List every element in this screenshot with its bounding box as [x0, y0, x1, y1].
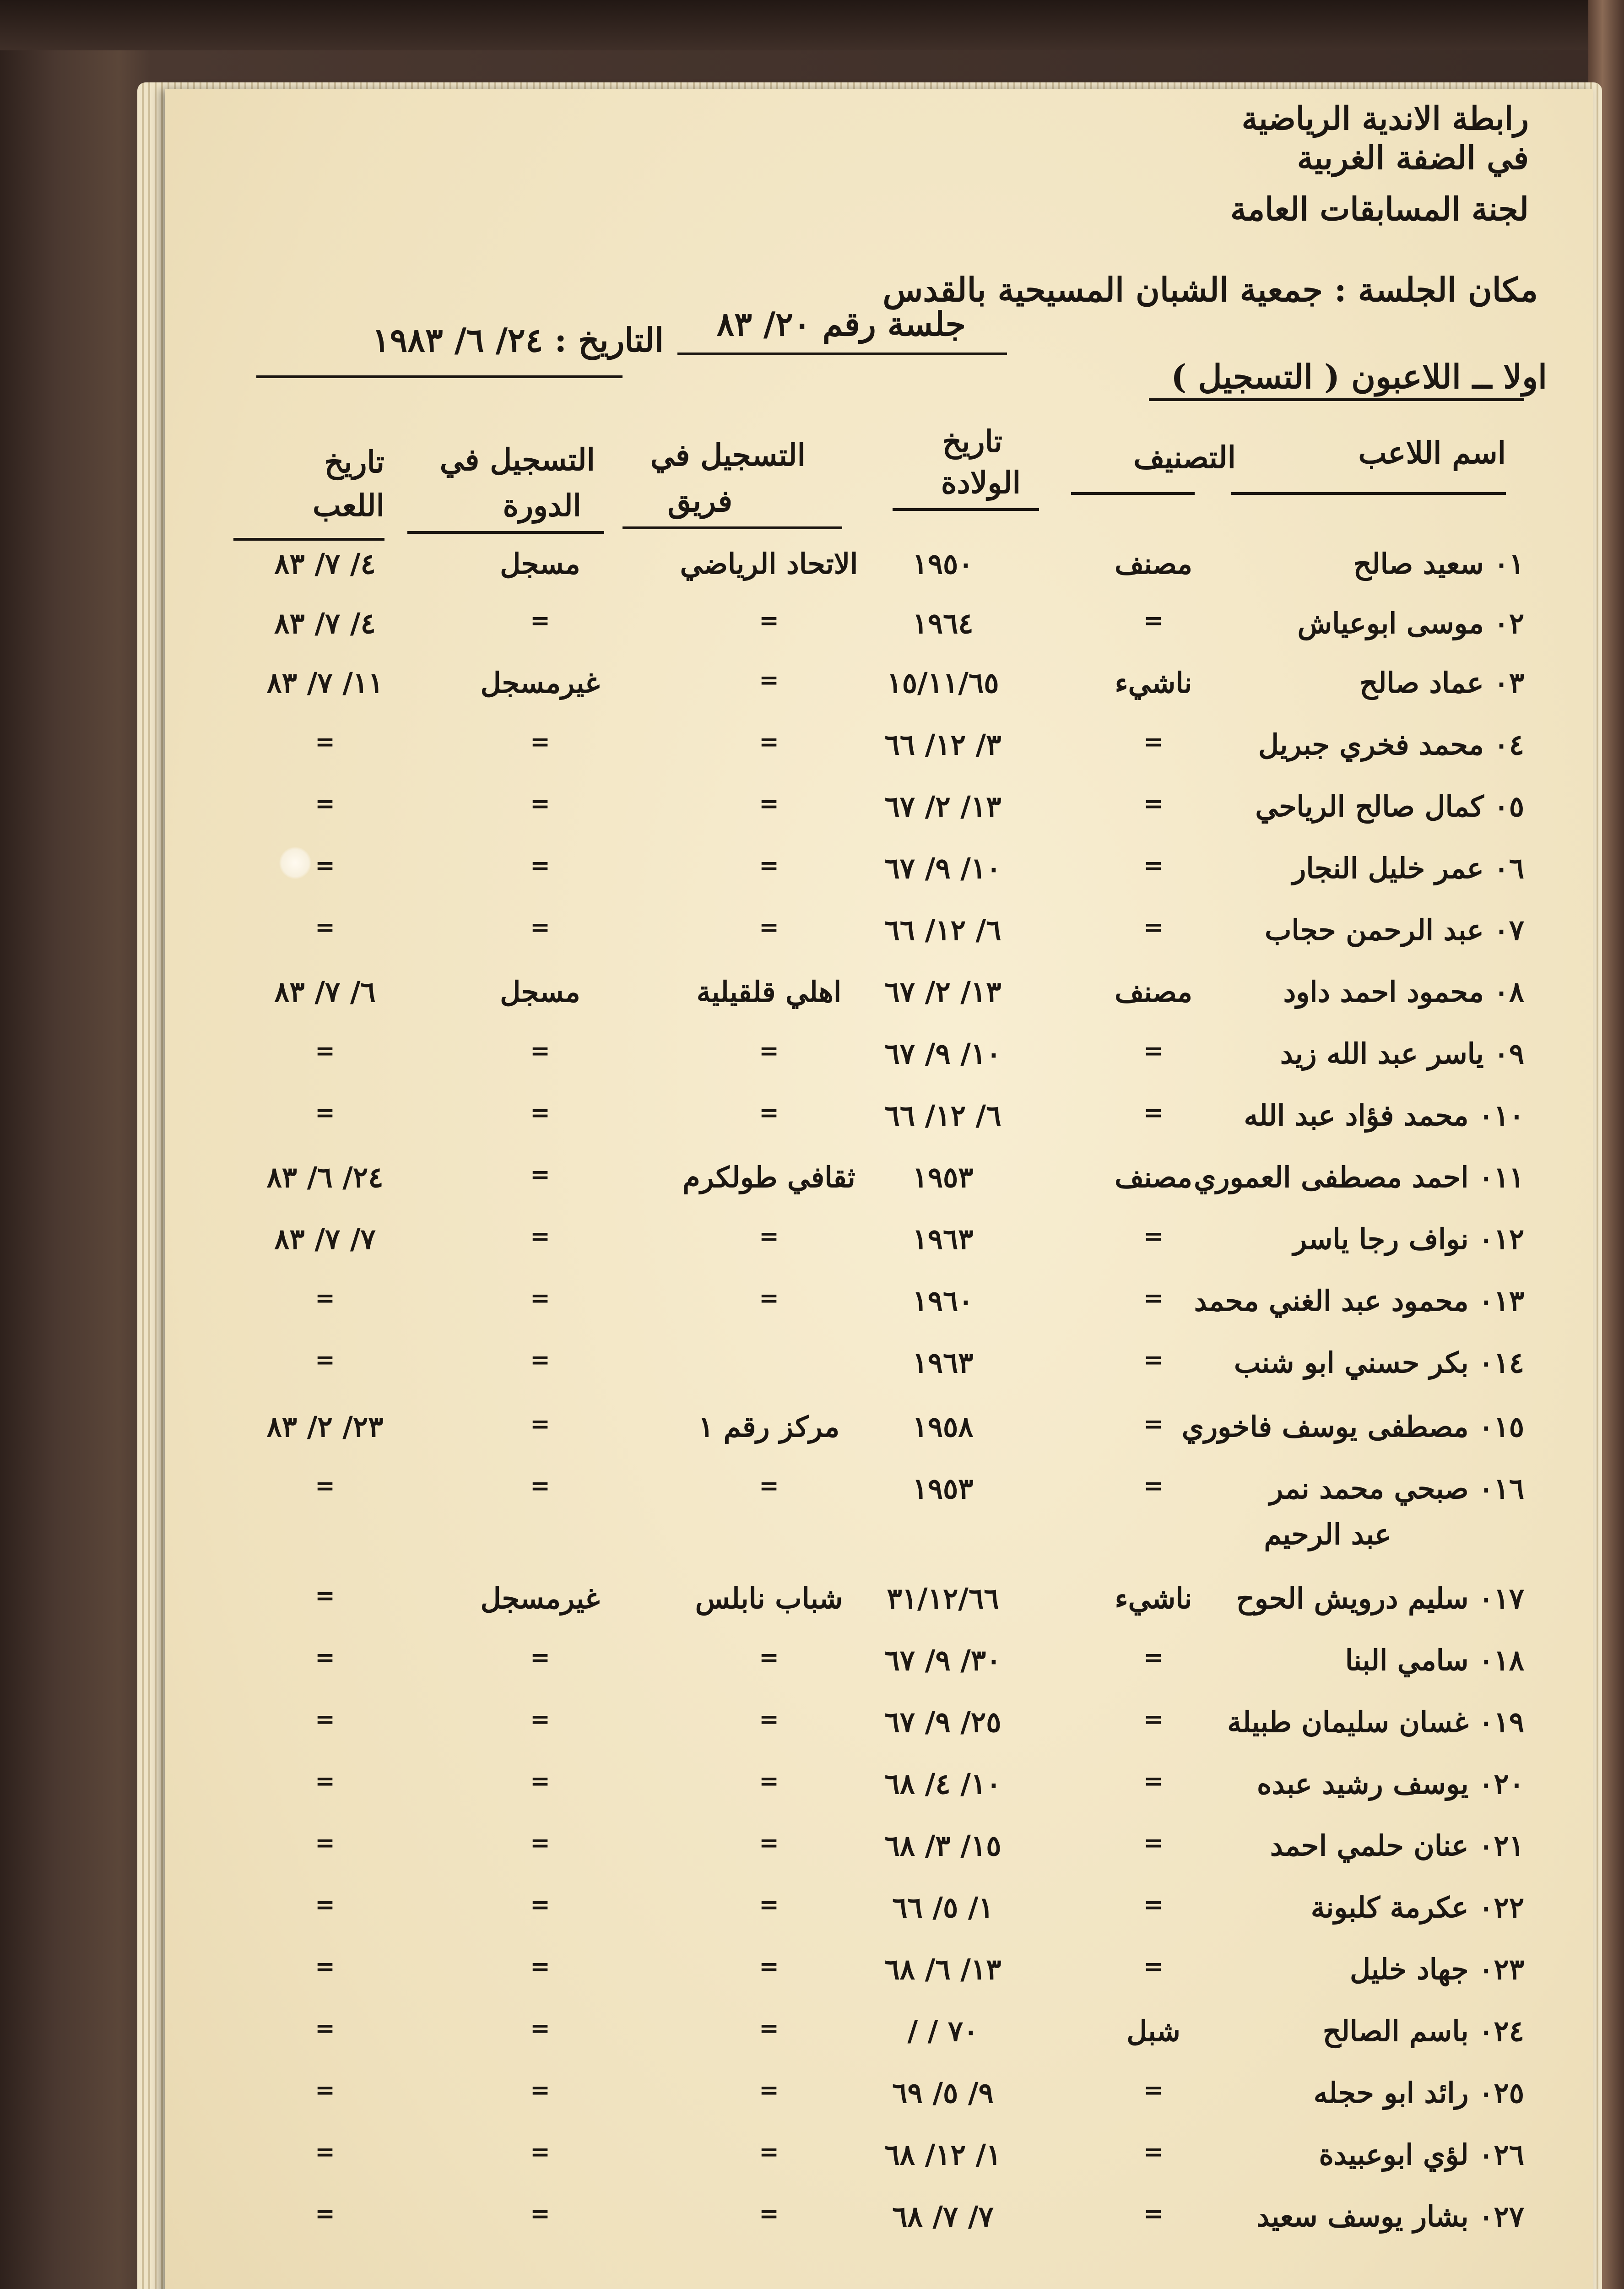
- column-team-2: فريق: [667, 483, 732, 519]
- player-league-registration: =: [530, 1037, 550, 1065]
- player-classification: مصنف: [1115, 1161, 1192, 1194]
- player-classification: =: [1143, 1346, 1164, 1374]
- document-page: [165, 89, 1593, 2289]
- table-row: [165, 975, 1593, 1030]
- player-classification: =: [1143, 1410, 1164, 1438]
- player-league-registration: =: [530, 2138, 550, 2166]
- column-birth-2: الولادة: [941, 465, 1021, 500]
- player-league-registration: =: [530, 1161, 550, 1188]
- column-classification: التصنيف: [1133, 439, 1236, 475]
- player-name: ٠٢١ عنان حلمي احمد: [1270, 1829, 1524, 1862]
- player-play-date: ١١/ ٧/ ٨٣: [266, 666, 384, 700]
- table-row: [165, 1284, 1593, 1339]
- player-play-date: ٢٤/ ٦/ ٨٣: [266, 1161, 384, 1194]
- player-league-registration: =: [530, 1953, 550, 1980]
- player-play-date: =: [315, 1284, 335, 1312]
- player-team-registration: =: [759, 1284, 779, 1312]
- player-team-registration: =: [759, 607, 779, 635]
- player-league-registration: =: [530, 1767, 550, 1795]
- player-league-registration: =: [530, 2014, 550, 2042]
- table-row: [165, 2138, 1593, 2193]
- player-league-registration: غيرمسجل: [480, 1582, 600, 1615]
- player-league-registration: مسجل: [500, 547, 580, 580]
- player-play-date: =: [315, 2138, 335, 2166]
- table-row: [165, 1829, 1593, 1884]
- player-birth-date: ١٣/ ٢/ ٦٧: [884, 790, 1001, 823]
- player-birth-date: ١٩٦٤: [912, 607, 974, 640]
- player-play-date: =: [315, 2014, 335, 2042]
- player-birth-date: ١٩٥٠: [912, 547, 974, 580]
- player-name: ٠٢٠ يوسف رشيد عبده: [1257, 1767, 1524, 1801]
- player-name: ٠٢٢ عكرمة كلبونة: [1310, 1891, 1524, 1924]
- player-play-date: =: [315, 2200, 335, 2228]
- player-classification: =: [1143, 2138, 1164, 2166]
- section-underline: [1149, 398, 1524, 401]
- player-name: ٠٢٣ جهاد خليل: [1350, 1953, 1524, 1986]
- player-birth-date: ١٠/ ٩/ ٦٧: [884, 852, 1001, 885]
- player-play-date: =: [315, 1099, 335, 1127]
- session-venue: مكان الجلسة : جمعية الشبان المسيحية بالقدس: [882, 270, 1538, 309]
- player-team-registration: =: [759, 1099, 779, 1127]
- player-play-date: =: [315, 1767, 335, 1795]
- column-play-2: اللعب: [313, 488, 384, 523]
- player-name: ٠١٥ مصطفى يوسف فاخوري: [1181, 1410, 1524, 1443]
- player-team-registration: =: [759, 1953, 779, 1980]
- player-play-date: ٢٣/ ٢/ ٨٣: [266, 1410, 384, 1443]
- player-classification: =: [1143, 1953, 1164, 1980]
- player-name: ٠٤ محمد فخري جبريل: [1258, 728, 1524, 761]
- table-row: [165, 2014, 1593, 2069]
- player-classification: مصنف: [1115, 975, 1192, 1009]
- table-row: [165, 1037, 1593, 1092]
- player-birth-date: ١٥/ ٣/ ٦٨: [884, 1829, 1001, 1862]
- player-classification: =: [1143, 2200, 1164, 2228]
- player-name: ٠١٢ نواف رجا ياسر: [1293, 1222, 1524, 1256]
- player-classification: =: [1143, 607, 1164, 635]
- column-player-name: اسم اللاعب: [1358, 435, 1506, 471]
- player-play-date: =: [315, 1891, 335, 1919]
- player-classification: =: [1143, 1767, 1164, 1795]
- player-team-registration: =: [759, 666, 779, 694]
- column-play-1: تاريخ: [324, 444, 384, 480]
- column-birth-1: تاريخ: [942, 423, 1002, 459]
- player-birth-date: ١٣/ ٢/ ٦٧: [884, 975, 1001, 1009]
- player-classification: =: [1143, 1705, 1164, 1733]
- player-play-date: ٤/ ٧/ ٨٣: [274, 607, 376, 640]
- player-name: ٠١١ احمد مصطفى العموري: [1194, 1161, 1524, 1194]
- player-birth-date: ١٣/ ٦/ ٦٨: [884, 1953, 1001, 1986]
- player-birth-date: ١٥/١١/٦٥: [887, 666, 999, 700]
- table-row: [165, 913, 1593, 968]
- player-classification: =: [1143, 1644, 1164, 1671]
- player-league-registration: =: [530, 1410, 550, 1438]
- player-play-date: =: [315, 1644, 335, 1671]
- player-league-registration: =: [530, 1099, 550, 1127]
- header-org: رابطة الاندية الرياضية: [1241, 99, 1529, 137]
- player-league-registration: =: [530, 790, 550, 818]
- player-play-date: =: [315, 1472, 335, 1500]
- player-team-registration: =: [759, 728, 779, 756]
- player-classification: =: [1143, 1472, 1164, 1500]
- player-team-registration: =: [759, 2138, 779, 2166]
- player-birth-date: ٣١/١٢/٦٦: [887, 1582, 999, 1615]
- player-play-date: =: [315, 1705, 335, 1733]
- player-name: ٠١٧ سليم درويش الحوح: [1236, 1582, 1524, 1615]
- player-play-date: =: [315, 790, 335, 818]
- player-league-registration: مسجل: [500, 975, 580, 1009]
- table-row: [165, 1953, 1593, 2007]
- player-classification: ناشيء: [1115, 1582, 1192, 1615]
- column-league-2: الدورة: [503, 488, 581, 523]
- player-team-registration: =: [759, 2076, 779, 2104]
- table-row: [165, 547, 1593, 602]
- player-team-registration: =: [759, 1222, 779, 1250]
- player-league-registration: =: [530, 1284, 550, 1312]
- player-name: عبد الرحيم: [1264, 1518, 1391, 1551]
- player-play-date: =: [315, 1037, 335, 1065]
- player-birth-date: ٣/ ١٢/ ٦٦: [884, 728, 1001, 761]
- player-league-registration: =: [530, 2076, 550, 2104]
- player-birth-date: ١/ ٥/ ٦٦: [892, 1891, 994, 1924]
- player-league-registration: =: [530, 1705, 550, 1733]
- player-birth-date: ١٩٥٣: [912, 1472, 974, 1505]
- player-league-registration: =: [530, 1891, 550, 1919]
- table-row: [165, 2200, 1593, 2255]
- player-team-registration: =: [759, 1705, 779, 1733]
- player-birth-date: ١٩٦٠: [912, 1284, 974, 1318]
- table-row: [165, 1582, 1593, 1637]
- column-league-1: التسجيل في: [439, 442, 595, 477]
- table-row: [165, 607, 1593, 662]
- column-team-1: التسجيل في: [650, 437, 806, 473]
- player-name: ٠١٤ بكر حسني ابو شنب: [1234, 1346, 1524, 1379]
- player-name: ٠٢٤ باسم الصالح: [1322, 2014, 1524, 2048]
- player-team-registration: مركز رقم ١: [698, 1410, 840, 1443]
- player-classification: =: [1143, 2076, 1164, 2104]
- table-row: [165, 1222, 1593, 1277]
- session-number: جلسة رقم ٢٠/ ٨٣: [716, 304, 966, 343]
- player-name: ٠٧ عبد الرحمن حجاب: [1265, 913, 1524, 947]
- player-team-registration: =: [759, 1472, 779, 1500]
- section-title: اولا ــ اللاعبون ( التسجيل ): [1171, 357, 1547, 396]
- player-name: ٠١٣ محمود عبد الغني محمد: [1194, 1284, 1524, 1318]
- player-classification: =: [1143, 1037, 1164, 1065]
- header-region: في الضفة الغربية: [1297, 139, 1529, 177]
- player-birth-date: ٢٥/ ٩/ ٦٧: [884, 1705, 1001, 1739]
- date-underline: [256, 375, 623, 378]
- table-row: [165, 1099, 1593, 1154]
- player-classification: مصنف: [1115, 547, 1192, 580]
- player-birth-date: ١٩٦٣: [912, 1222, 974, 1256]
- session-date: التاريخ : ٢٤/ ٦/ ١٩٨٣: [372, 320, 664, 359]
- player-birth-date: ٩/ ٥/ ٦٩: [892, 2076, 994, 2110]
- player-birth-date: ١٩٥٣: [912, 1161, 974, 1194]
- table-row: [165, 728, 1593, 783]
- player-name: ٠١٠ محمد فؤاد عبد الله: [1244, 1099, 1524, 1132]
- table-row: [165, 1518, 1593, 1573]
- player-play-date: =: [315, 2076, 335, 2104]
- player-birth-date: ٣٠/ ٩/ ٦٧: [884, 1644, 1001, 1677]
- table-row: [165, 1891, 1593, 1946]
- player-name: ٠٢٦ لؤي ابوعبيدة: [1319, 2138, 1524, 2171]
- player-team-registration: =: [759, 1767, 779, 1795]
- column-team-underline: [623, 526, 842, 529]
- player-name: ٠١٨ سامي البنا: [1345, 1644, 1524, 1677]
- player-play-date: =: [315, 913, 335, 941]
- table-row: [165, 666, 1593, 721]
- player-name: ٠٢٥ رائد ابو حجله: [1313, 2076, 1524, 2110]
- player-classification: =: [1143, 1099, 1164, 1127]
- player-name: ٠٦ عمر خليل النجار: [1292, 852, 1524, 885]
- player-team-registration: ثقافي طولكرم: [682, 1161, 855, 1194]
- player-play-date: ٧/ ٧/ ٨٣: [274, 1222, 376, 1256]
- player-team-registration: =: [759, 1037, 779, 1065]
- table-row: [165, 1346, 1593, 1401]
- player-team-registration: =: [759, 1644, 779, 1671]
- player-birth-date: ٦/ ١٢/ ٦٦: [884, 913, 1001, 947]
- player-play-date: =: [315, 852, 335, 879]
- player-league-registration: =: [530, 2200, 550, 2228]
- player-birth-date: ١٩٦٣: [912, 1346, 974, 1379]
- player-team-registration: =: [759, 1829, 779, 1857]
- table-row: [165, 1410, 1593, 1465]
- player-classification: =: [1143, 913, 1164, 941]
- player-classification: =: [1143, 1284, 1164, 1312]
- player-play-date: ٦/ ٧/ ٨٣: [274, 975, 376, 1009]
- table-row: [165, 1705, 1593, 1760]
- table-row: [165, 852, 1593, 906]
- player-league-registration: =: [530, 913, 550, 941]
- player-league-registration: =: [530, 607, 550, 635]
- player-league-registration: غيرمسجل: [480, 666, 600, 700]
- player-team-registration: =: [759, 2014, 779, 2042]
- player-team-registration: اهلي قلقيلية: [696, 975, 842, 1009]
- player-team-registration: =: [759, 913, 779, 941]
- player-play-date: =: [315, 1829, 335, 1857]
- player-play-date: =: [315, 1346, 335, 1374]
- player-team-registration: =: [759, 790, 779, 818]
- player-birth-date: / / ٧٠: [907, 2014, 979, 2048]
- player-name: ٠٣ عماد صالح: [1359, 666, 1524, 700]
- column-league-underline: [407, 531, 604, 534]
- column-name-underline: [1231, 492, 1506, 495]
- player-play-date: =: [315, 1582, 335, 1610]
- table-row: [165, 1644, 1593, 1698]
- player-classification: =: [1143, 728, 1164, 756]
- player-name: ٠١٦ صبحي محمد نمر: [1269, 1472, 1524, 1505]
- player-name: ٠٢ موسى ابوعياش: [1297, 607, 1524, 640]
- player-birth-date: ٧/ ٧/ ٦٨: [892, 2200, 994, 2233]
- player-birth-date: ٦/ ١٢/ ٦٦: [884, 1099, 1001, 1132]
- table-row: [165, 2076, 1593, 2131]
- player-league-registration: =: [530, 1346, 550, 1374]
- player-team-registration: الاتحاد الرياضي: [680, 547, 858, 580]
- header-committee: لجنة المسابقات العامة: [1230, 190, 1529, 228]
- player-name: ٠١ سعيد صالح: [1353, 547, 1524, 580]
- player-play-date: ٤/ ٧/ ٨٣: [274, 547, 376, 580]
- player-classification: ناشيء: [1115, 666, 1192, 700]
- player-league-registration: =: [530, 1472, 550, 1500]
- player-classification: =: [1143, 852, 1164, 879]
- player-name: ٠٢٧ بشار يوسف سعيد: [1256, 2200, 1524, 2233]
- player-classification: =: [1143, 1829, 1164, 1857]
- player-play-date: =: [315, 1953, 335, 1980]
- column-class-underline: [1071, 492, 1195, 495]
- player-team-registration: =: [759, 1891, 779, 1919]
- punch-hole: [279, 847, 311, 879]
- table-row: [165, 1767, 1593, 1822]
- player-classification: =: [1143, 1222, 1164, 1250]
- player-birth-date: ١٠/ ٩/ ٦٧: [884, 1037, 1001, 1070]
- column-play-underline: [233, 538, 384, 541]
- player-birth-date: ١٩٥٨: [912, 1410, 974, 1443]
- player-classification: =: [1143, 1891, 1164, 1919]
- player-league-registration: =: [530, 1829, 550, 1857]
- binder-top-edge: [0, 0, 1624, 50]
- player-league-registration: =: [530, 1644, 550, 1671]
- player-league-registration: =: [530, 728, 550, 756]
- player-classification: =: [1143, 790, 1164, 818]
- table-row: [165, 790, 1593, 845]
- table-row: [165, 1161, 1593, 1215]
- player-name: ٠٨ محمود احمد داود: [1283, 975, 1524, 1009]
- player-team-registration: =: [759, 2200, 779, 2228]
- player-league-registration: =: [530, 1222, 550, 1250]
- player-birth-date: ١٠/ ٤/ ٦٨: [884, 1767, 1001, 1801]
- player-team-registration: شباب نابلس: [695, 1582, 843, 1615]
- player-name: ٠٥ كمال صالح الرياحي: [1255, 790, 1524, 823]
- player-league-registration: =: [530, 852, 550, 879]
- player-team-registration: =: [759, 852, 779, 879]
- player-classification: شبل: [1126, 2014, 1180, 2048]
- player-play-date: =: [315, 728, 335, 756]
- player-name: ٠٩ ياسر عبد الله زيد: [1280, 1037, 1524, 1070]
- session-underline: [677, 353, 1007, 355]
- column-birth-underline: [893, 508, 1039, 511]
- player-name: ٠١٩ غسان سليمان طبيلة: [1227, 1705, 1524, 1739]
- player-birth-date: ١/ ١٢/ ٦٨: [884, 2138, 1001, 2171]
